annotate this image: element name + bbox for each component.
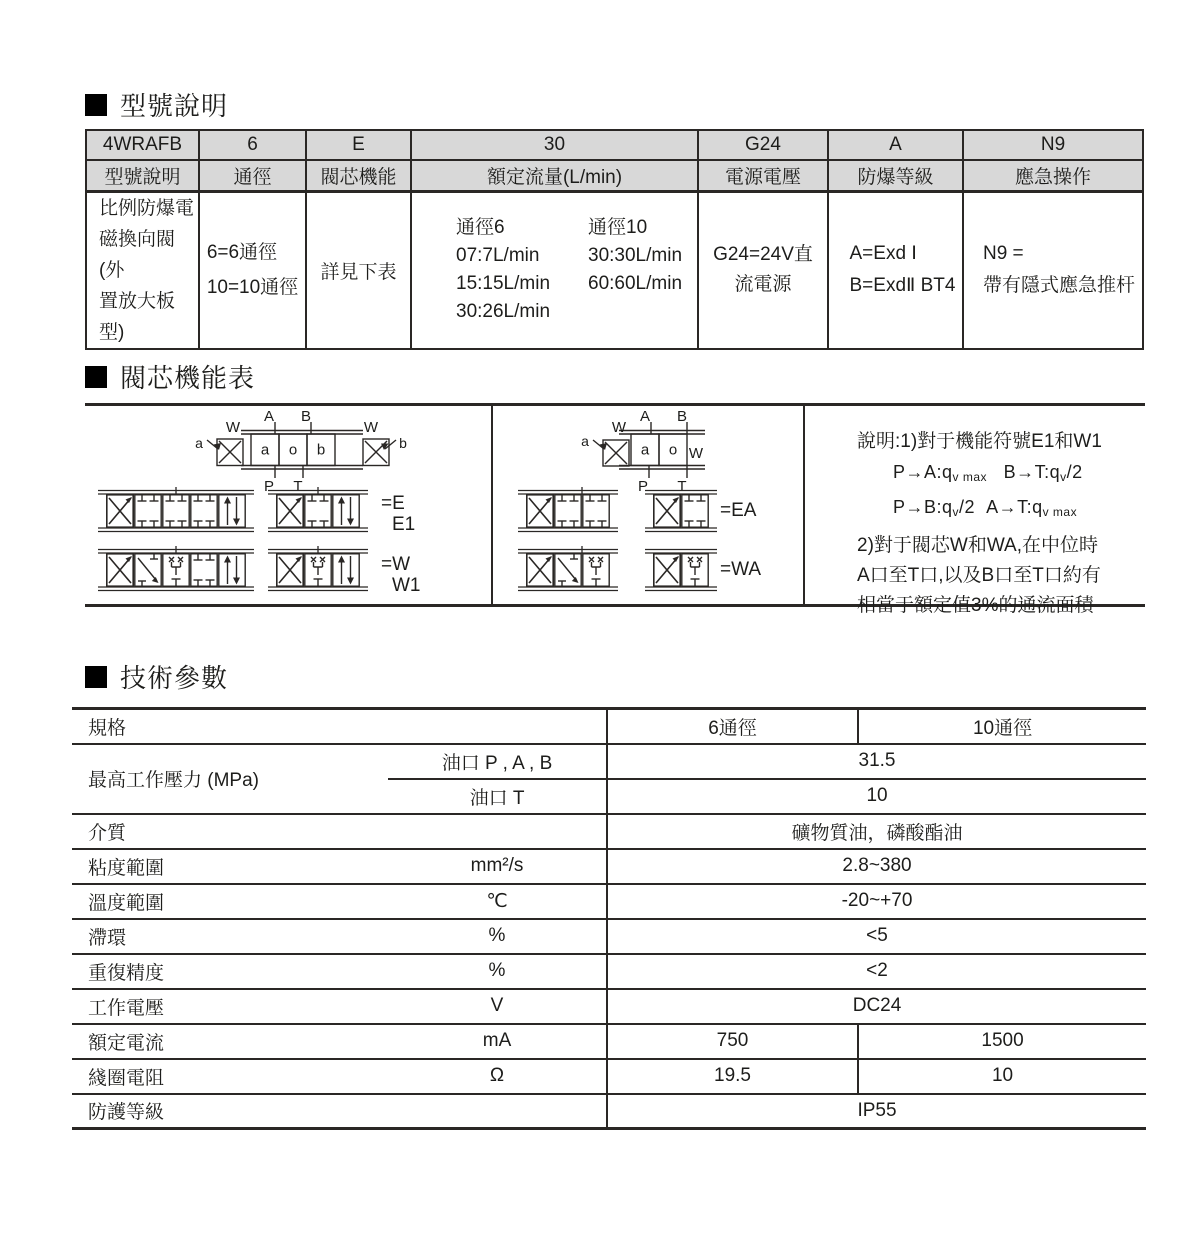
label-cell: 防爆等級 [828, 160, 963, 191]
spool-function-table [85, 403, 1145, 616]
desc-spool-cell: 詳見下表 [306, 191, 411, 349]
desc-line: 比例防爆電 [99, 197, 195, 219]
param-value: <5 [607, 919, 1146, 954]
param-label: 最高工作壓力 (MPa) [72, 744, 388, 814]
coil-b-label: b [399, 435, 407, 451]
param-value: 2.8~380 [607, 849, 1146, 884]
port-P-label: P [637, 478, 649, 494]
port-A-label: A [263, 408, 275, 425]
spring-w-label: W [611, 419, 627, 436]
desc-manual-cell [963, 191, 1143, 349]
valve-symbol-ea-short [645, 487, 717, 535]
valve-schematic-double-solenoid [185, 408, 417, 494]
section-title-model-code [85, 86, 228, 123]
param-unit: Ω [388, 1059, 607, 1094]
note-line: 相當于額定值3%的通流面積 [857, 595, 1094, 616]
section-title-text: 閥芯機能表 [120, 363, 256, 393]
table-row [72, 919, 1146, 954]
table-row [72, 884, 1146, 919]
code-cell: 6 [199, 130, 306, 160]
flow-line: 30:26L/min [456, 301, 551, 322]
spool-code-e [381, 493, 415, 535]
param-value: IP55 [607, 1094, 1146, 1129]
valve-symbol-e-long [98, 487, 254, 535]
flow-dn10-column [588, 214, 682, 326]
param-value: 礦物質油，磷酸酯油 [607, 814, 1146, 849]
param-value-dn6: 19.5 [607, 1059, 858, 1094]
coil-a-label: a [195, 435, 203, 451]
spool-cell-double-solenoid [85, 406, 493, 604]
coil-a-label: a [581, 433, 589, 449]
spool-code-line: =E [381, 493, 405, 514]
valve-symbol-e-short [268, 487, 368, 535]
table-row [72, 709, 1146, 744]
code-cell: E [306, 130, 411, 160]
table-row [72, 849, 1146, 884]
desc-line: 帶有隱式應急推杆 [982, 275, 1135, 296]
param-unit: 油口 P , A , B [388, 744, 607, 779]
desc-size-cell [199, 191, 306, 349]
flow-line: 通徑10 [588, 217, 648, 238]
label-cell: 通徑 [199, 160, 306, 191]
desc-line: 磁換向閥(外 [99, 228, 176, 281]
section-title-text: 型號說明 [120, 91, 229, 121]
port-T-label: T [293, 478, 303, 494]
position-o-label: o [288, 441, 298, 459]
desc-line: 6=6通徑 [206, 242, 278, 263]
param-value-dn6: 750 [607, 1024, 858, 1059]
position-o-label: o [668, 441, 678, 459]
section-title-text: 技術參數 [120, 663, 229, 693]
spring-w-label: W [363, 419, 379, 436]
valve-symbol-w-long [98, 546, 254, 594]
param-label: 粘度範圍 [72, 849, 388, 884]
section-bullet-square [85, 94, 107, 116]
param-value: -20~+70 [607, 884, 1146, 919]
port-A-label: A [639, 408, 651, 425]
param-unit: mA [388, 1024, 607, 1059]
valve-symbol-wa-short [645, 546, 717, 594]
table-row [72, 1094, 1146, 1129]
desc-line: 流電源 [734, 274, 792, 295]
valve-schematic-single-solenoid [553, 408, 753, 494]
section-title-tech-params [85, 658, 228, 695]
param-value-dn10: 1500 [858, 1024, 1146, 1059]
param-label: 重復精度 [72, 954, 388, 989]
valve-symbol-wa-long [518, 546, 618, 594]
code-cell: N9 [963, 130, 1143, 160]
note-line: A口至T口,以及B口至T口約有 [857, 565, 1101, 586]
spool-code-line: W1 [392, 575, 421, 596]
spec-header: 規格 [72, 709, 607, 744]
desc-voltage-cell [698, 191, 828, 349]
model-code-table [85, 129, 1144, 350]
param-label: 綫圈電阻 [72, 1059, 388, 1094]
port-P-label: P [263, 478, 275, 494]
tech-params-table [72, 707, 1146, 1130]
table-row [72, 814, 1146, 849]
flow-line: 通徑6 [456, 217, 505, 238]
spool-code-wa [720, 559, 761, 580]
spool-code-w [381, 554, 421, 596]
model-code-row [86, 130, 1143, 160]
param-value: 10 [607, 779, 1146, 814]
label-cell: 型號說明 [86, 160, 199, 191]
position-b-label: b [316, 441, 326, 459]
label-cell: 額定流量(L/min) [411, 160, 698, 191]
code-cell: 4WRAFB [86, 130, 199, 160]
flow-line: 60:60L/min [588, 273, 683, 294]
desc-line: B=ExdⅡ BT4 [849, 275, 956, 296]
position-a-label: a [260, 441, 270, 459]
model-label-row [86, 160, 1143, 191]
code-cell: 30 [411, 130, 698, 160]
param-value: <2 [607, 954, 1146, 989]
note-line: 說明:1)對于機能符號E1和W1 [857, 431, 1102, 452]
label-cell: 電源電壓 [698, 160, 828, 191]
param-unit: 油口 T [388, 779, 607, 814]
desc-flow-cell [411, 191, 698, 349]
note-line: 2)對于閥芯W和WA,在中位時 [857, 535, 1099, 556]
model-desc-row [86, 191, 1143, 349]
param-label: 滯環 [72, 919, 388, 954]
table-row [72, 744, 1146, 779]
spool-cell-single-solenoid [493, 406, 805, 604]
param-value: 31.5 [607, 744, 1146, 779]
desc-line: N9 = [982, 243, 1024, 264]
param-unit: % [388, 954, 607, 989]
valve-symbol-ea-long [518, 487, 618, 535]
desc-series-cell [86, 191, 199, 349]
flow-dn6-column [456, 214, 550, 326]
param-unit: V [388, 989, 607, 1024]
section-bullet-square [85, 666, 107, 688]
flow-line: 15:15L/min [456, 273, 551, 294]
param-label: 防護等級 [72, 1094, 607, 1129]
param-value: DC24 [607, 989, 1146, 1024]
table-row [72, 1024, 1146, 1059]
code-cell: A [828, 130, 963, 160]
param-value-dn10: 10 [858, 1059, 1146, 1094]
port-T-label: T [677, 478, 687, 494]
param-unit: % [388, 919, 607, 954]
table-row [72, 989, 1146, 1024]
desc-line: A=Exd Ⅰ [849, 243, 917, 264]
col-header-dn6: 6通徑 [708, 717, 757, 739]
desc-line: 置放大板型) [99, 290, 176, 343]
label-cell: 閥芯機能 [306, 160, 411, 191]
spool-code-line: =W [381, 554, 411, 575]
table-row [72, 1059, 1146, 1094]
spool-notes-cell [805, 406, 1145, 616]
label-cell: 應急操作 [963, 160, 1143, 191]
desc-line: 10=10通徑 [206, 277, 299, 298]
spool-code-line: =WA [720, 559, 761, 580]
param-label: 溫度範圍 [72, 884, 388, 919]
section-bullet-square [85, 366, 107, 388]
port-B-label: B [676, 408, 688, 425]
spool-code-line: E1 [392, 514, 416, 535]
spring-w-label: W [688, 445, 704, 462]
desc-line: G24=24V直 [713, 244, 813, 265]
param-label: 介質 [72, 814, 607, 849]
section-title-spool-function [85, 358, 255, 395]
code-cell: G24 [698, 130, 828, 160]
flow-line: 07:7L/min [456, 245, 540, 266]
spring-w-label: W [225, 419, 241, 436]
position-a-label: a [640, 441, 650, 459]
spool-code-line: =EA [720, 500, 757, 521]
param-label: 額定電流 [72, 1024, 388, 1059]
param-unit: ℃ [388, 884, 607, 919]
col-header-dn10: 10通徑 [858, 709, 1146, 744]
table-row [72, 954, 1146, 989]
valve-symbol-w-short [268, 546, 368, 594]
param-unit: mm²/s [388, 849, 607, 884]
spool-code-ea [720, 500, 756, 521]
desc-ex-cell [828, 191, 963, 349]
param-label: 工作電壓 [72, 989, 388, 1024]
note-formula: $P\to A:q_{v max}$ $B\to T:q_v/2$ [893, 462, 1083, 484]
port-B-label: B [300, 408, 312, 425]
note-formula: $P\to B:q_v/2$ $A\to T:q_{v max}$ [893, 497, 1078, 519]
flow-line: 30:30L/min [588, 245, 683, 266]
